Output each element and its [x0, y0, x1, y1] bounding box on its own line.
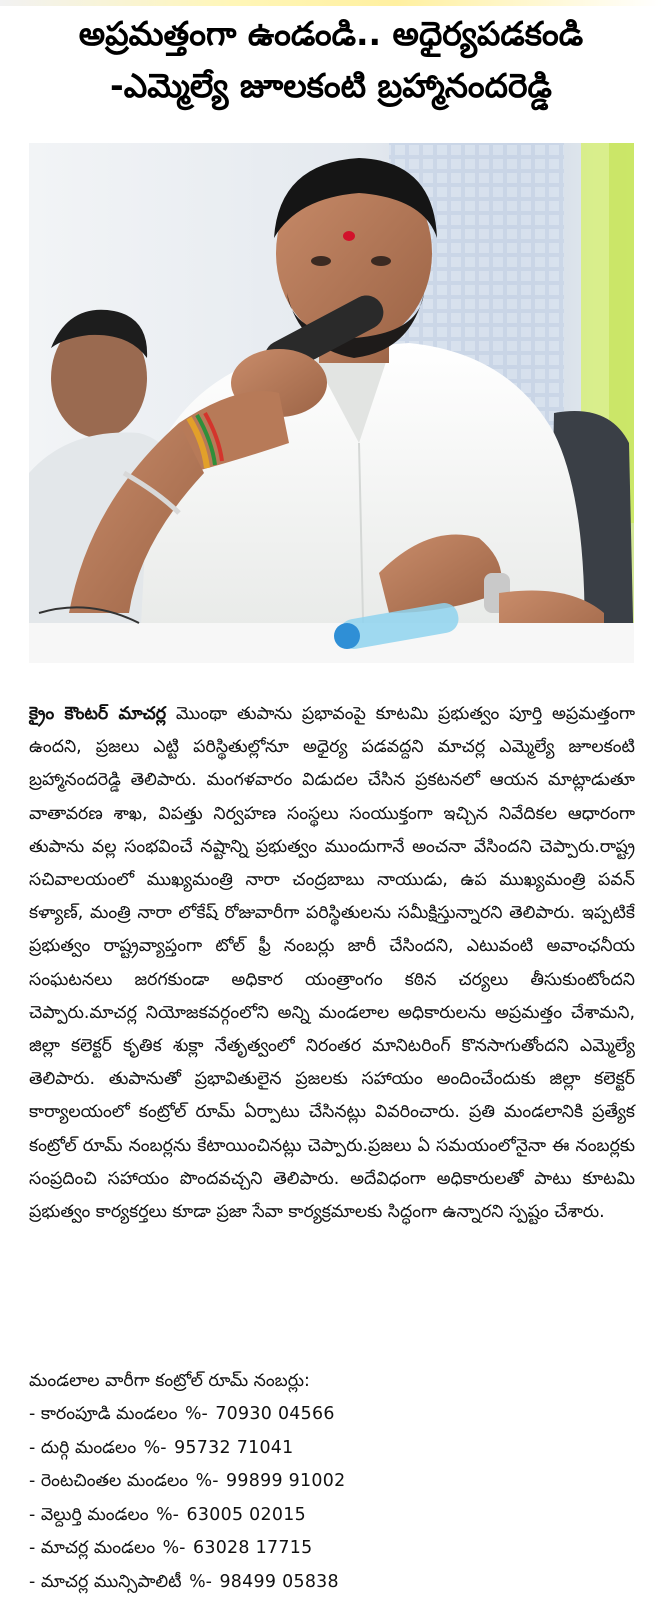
- list-bullet: -: [29, 1471, 36, 1491]
- phone-number: 98499 05838: [219, 1571, 339, 1592]
- separator: %-: [162, 1538, 186, 1558]
- headline-line-1: అప్రమత్తంగా ఉండండి.. అధైర్యపడకండి: [78, 14, 584, 53]
- mandal-name: రెంటచింతల మండలం: [40, 1471, 189, 1491]
- phone-number: 63028 17715: [192, 1538, 313, 1558]
- headline: [10, 8, 652, 112]
- separator: %-: [143, 1437, 167, 1458]
- control-room-heading: మండలాల వారీగా కంట్రోల్ రూమ్ నంబర్లు:: [29, 1371, 310, 1391]
- list-item: [29, 1465, 635, 1499]
- list-bullet: -: [29, 1538, 36, 1558]
- mandal-name: మాచర్ల మున్సిపాలిటీ: [40, 1571, 182, 1592]
- mandal-name: కారంపూడి మండలం: [40, 1404, 178, 1424]
- mandal-name: దుర్గి మండలం: [40, 1437, 137, 1458]
- list-bullet: -: [29, 1437, 36, 1458]
- phone-number: 99899 91002: [226, 1471, 346, 1491]
- list-item: [29, 1432, 635, 1466]
- separator: %-: [189, 1571, 212, 1592]
- phone-number: 95732 71041: [174, 1437, 294, 1458]
- top-color-strip: [0, 0, 662, 6]
- mandal-name: మాచర్ల మండలం: [40, 1538, 156, 1558]
- phone-number: 63005 02015: [186, 1504, 306, 1525]
- article-text: మొంథా తుపాను ప్రభావంపై కూటమి ప్రభుత్వం పూర్తి అప్రమత్తంగా ఉందని, ప్రజలు ఎట్టి పరిస్థితుల్లోనూ అధైర్య పడవద్దని మాచర్ల ఎమ్మెల్యే జూలకంటి బ్రహ్మానందరెడ్డి తెలిపారు. మంగళవారం విడుదల చేసిన ప్రకటనలో ఆయన మాట్లాడుతూ వాతావరణ శాఖ, విపత్తు నిర్వహణ సంస్థలు సంయుక్తంగా ఇచ్చిన నివేదికల ఆధారంగా తుపాను వల్ల సంభవించే నష్టాన్ని ప్రభుత్వం ముందుగానే అంచనా వేసిందని చెప్పారు.రాష్ట్ర సచివాలయంలో ముఖ్యమంత్రి నారా చంద్రబాబు నాయుడు, ఉప ముఖ్యమంత్రి పవన్ కళ్యాణ్, మంత్రి నారా లోకేష్ రోజువారీగా పరిస్థితులను సమీక్షిస్తున్నారని తెలిపారు. ఇప్పటికే ప్రభుత్వం రాష్ట్రవ్యాప్తంగా టోల్ ఫ్రీ నంబర్లు జారీ చేసిందని, ఎటువంటి అవాంఛనీయ సంఘటనలు జరగకుండా అధికార యంత్రాంగం కఠిన చర్యలు తీసుకుంటోందని చెప్పారు.మాచర్ల నియోజకవర్గంలోని అన్ని మండలాల అధికారులను అప్రమత్తం చేశామని, జిల్లా కలెక్టర్ కృతిక శుక్లా నేతృత్వంలో నిరంతర మానిటరింగ్ కొనసాగుతోందని ఎమ్మెల్యే తెలిపారు. తుపానుతో ప్రభావితులైన ప్రజలకు సహాయం అందించేందుకు జిల్లా కలెక్టర్ కార్యాలయంలో కంట్రోల్ రూమ్ ఏర్పాటు చేసినట్లు వివరించారు. ప్రతి మండలానికి ప్రత్యేక కంట్రోల్ రూమ్ నంబర్లను కేటాయించినట్లు చెప్పారు.ప్రజలు ఏ సమయంలోనైనా ఈ నంబర్లకు సంప్రదించి సహాయం పొందవచ్చని తెలిపారు. అదేవిధంగా అధికారులతో పాటు కూటమి ప్రభుత్వం కార్యకర్తలు కూడా ప్రజా సేవా కార్యక్రమాలకు సిద్ధంగా ఉన్నారని స్పష్టం చేశారు.: [29, 704, 635, 1223]
- list-item: [29, 1499, 635, 1533]
- list-item: [29, 1532, 635, 1566]
- headline-line-2: -ఎమ్మెల్యే జూలకంటి బ్రహ్మానందరెడ్డి: [110, 66, 552, 105]
- article-dateline: క్రైం కౌంటర్ మాచర్ల: [29, 704, 167, 724]
- control-room-list: [29, 1398, 635, 1599]
- article-body: [29, 698, 635, 1229]
- list-bullet: -: [29, 1404, 36, 1424]
- list-item: [29, 1398, 635, 1432]
- news-photo: [29, 143, 634, 663]
- separator: %-: [156, 1504, 179, 1525]
- mandal-name: వెల్దుర్తి మండలం: [40, 1504, 149, 1525]
- separator: %-: [184, 1404, 208, 1424]
- mla-speaking-photo: [29, 143, 634, 663]
- list-item: [29, 1566, 635, 1600]
- list-bullet: -: [29, 1504, 36, 1525]
- phone-number: 70930 04566: [215, 1404, 335, 1424]
- list-bullet: -: [29, 1571, 36, 1592]
- separator: %-: [195, 1471, 219, 1491]
